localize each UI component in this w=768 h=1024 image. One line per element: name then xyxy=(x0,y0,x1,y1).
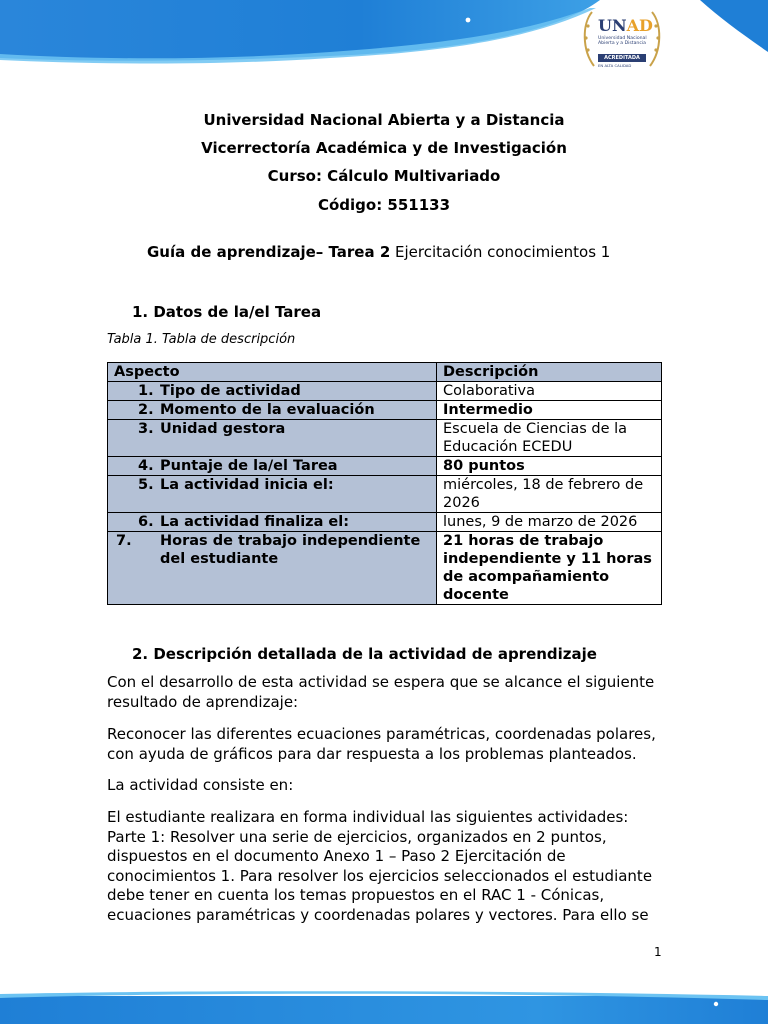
row-aspect: Tipo de actividad xyxy=(160,383,301,399)
paragraph-activity-intro: La actividad consiste en: xyxy=(107,776,294,794)
unad-logo xyxy=(580,6,664,72)
table-header-row xyxy=(108,363,662,382)
section-1-title: 1. Datos de la/el Tarea xyxy=(132,303,322,321)
page-number: 1 xyxy=(654,945,662,959)
row-description: lunes, 9 de marzo de 2026 xyxy=(437,513,662,532)
description-table xyxy=(107,362,662,605)
logo-wordmark: UNAD xyxy=(598,16,653,35)
vicerrectoria-title: Vicerrectoría Académica y de Investigación xyxy=(201,139,567,157)
table-row xyxy=(108,532,662,605)
table-row xyxy=(108,476,662,513)
logo-badge: ACREDITADA xyxy=(598,54,646,62)
row-description: Colaborativa xyxy=(437,382,662,401)
table-row xyxy=(108,382,662,401)
row-description: Escuela de Ciencias de la Educación ECEDU xyxy=(437,420,662,457)
row-aspect: Momento de la evaluación xyxy=(160,402,375,418)
course-code: Código: 551133 xyxy=(317,196,451,214)
row-description: miércoles, 18 de febrero de 2026 xyxy=(437,476,662,513)
header-aspect: Aspecto xyxy=(108,363,437,382)
table-row xyxy=(108,457,662,476)
row-aspect: La actividad inicia el: xyxy=(160,477,334,493)
table-caption: Tabla 1. Tabla de descripción xyxy=(107,332,296,347)
university-title: Universidad Nacional Abierta y a Distancia xyxy=(203,111,565,129)
guide-title: Guía de aprendizaje– Tarea 2 Ejercitación conocimientos 1 xyxy=(147,243,611,261)
row-aspect: Unidad gestora xyxy=(160,421,286,437)
logo-sub: EN ALTA CALIDAD xyxy=(598,63,632,68)
logo-line-1: Universidad Nacional xyxy=(598,36,647,41)
row-number: 4. xyxy=(138,458,154,474)
row-description: 21 horas de trabajo independiente y 11 horas de acompañamiento docente xyxy=(437,532,662,605)
row-number: 2. xyxy=(138,402,154,418)
row-number: 3. xyxy=(138,421,154,437)
table-row xyxy=(108,420,662,457)
row-number: 7. xyxy=(116,533,132,549)
course-title: Curso: Cálculo Multivariado xyxy=(267,167,501,185)
logo-line-2: Abierta y a Distancia xyxy=(598,41,646,46)
row-number: 6. xyxy=(138,514,154,530)
paragraph-result: Con el desarrollo de esta actividad se espera que se alcance el siguiente resultado de aprendizaje: xyxy=(107,673,655,711)
header-description: Descripción xyxy=(437,363,662,382)
row-number: 5. xyxy=(138,477,154,493)
row-aspect: La actividad finaliza el: xyxy=(160,514,350,530)
row-description: 80 puntos xyxy=(437,457,662,476)
row-number: 1. xyxy=(138,383,154,399)
section-2-title: 2. Descripción detallada de la actividad de aprendizaje xyxy=(132,645,597,663)
bottom-banner xyxy=(0,990,768,1024)
table-row xyxy=(108,401,662,420)
paragraph-activity-detail: El estudiante realizara en forma individual las siguientes actividades: Parte 1: Resolver una serie de ejercicios, organizados en 2 puntos, dispuestos en el documento Anexo 1 – Paso 2 Ejercitación de conocimientos 1. Para resolver los ejercicios seleccionados el estudiante debe tener en cuenta los temas propuestos en el RAC 1 - Cónicas, ecuaciones paramétricas y coordenadas polares y vectores. Para ello se xyxy=(107,808,653,924)
row-aspect: Horas de trabajo independiente del estudiante xyxy=(160,533,421,567)
row-aspect: Puntaje de la/el Tarea xyxy=(160,458,338,474)
table-row xyxy=(108,513,662,532)
row-description: Intermedio xyxy=(437,401,662,420)
paragraph-objective: Reconocer las diferentes ecuaciones paramétricas, coordenadas polares, con ayuda de gráficos para dar respuesta a los problemas planteados. xyxy=(107,725,656,763)
